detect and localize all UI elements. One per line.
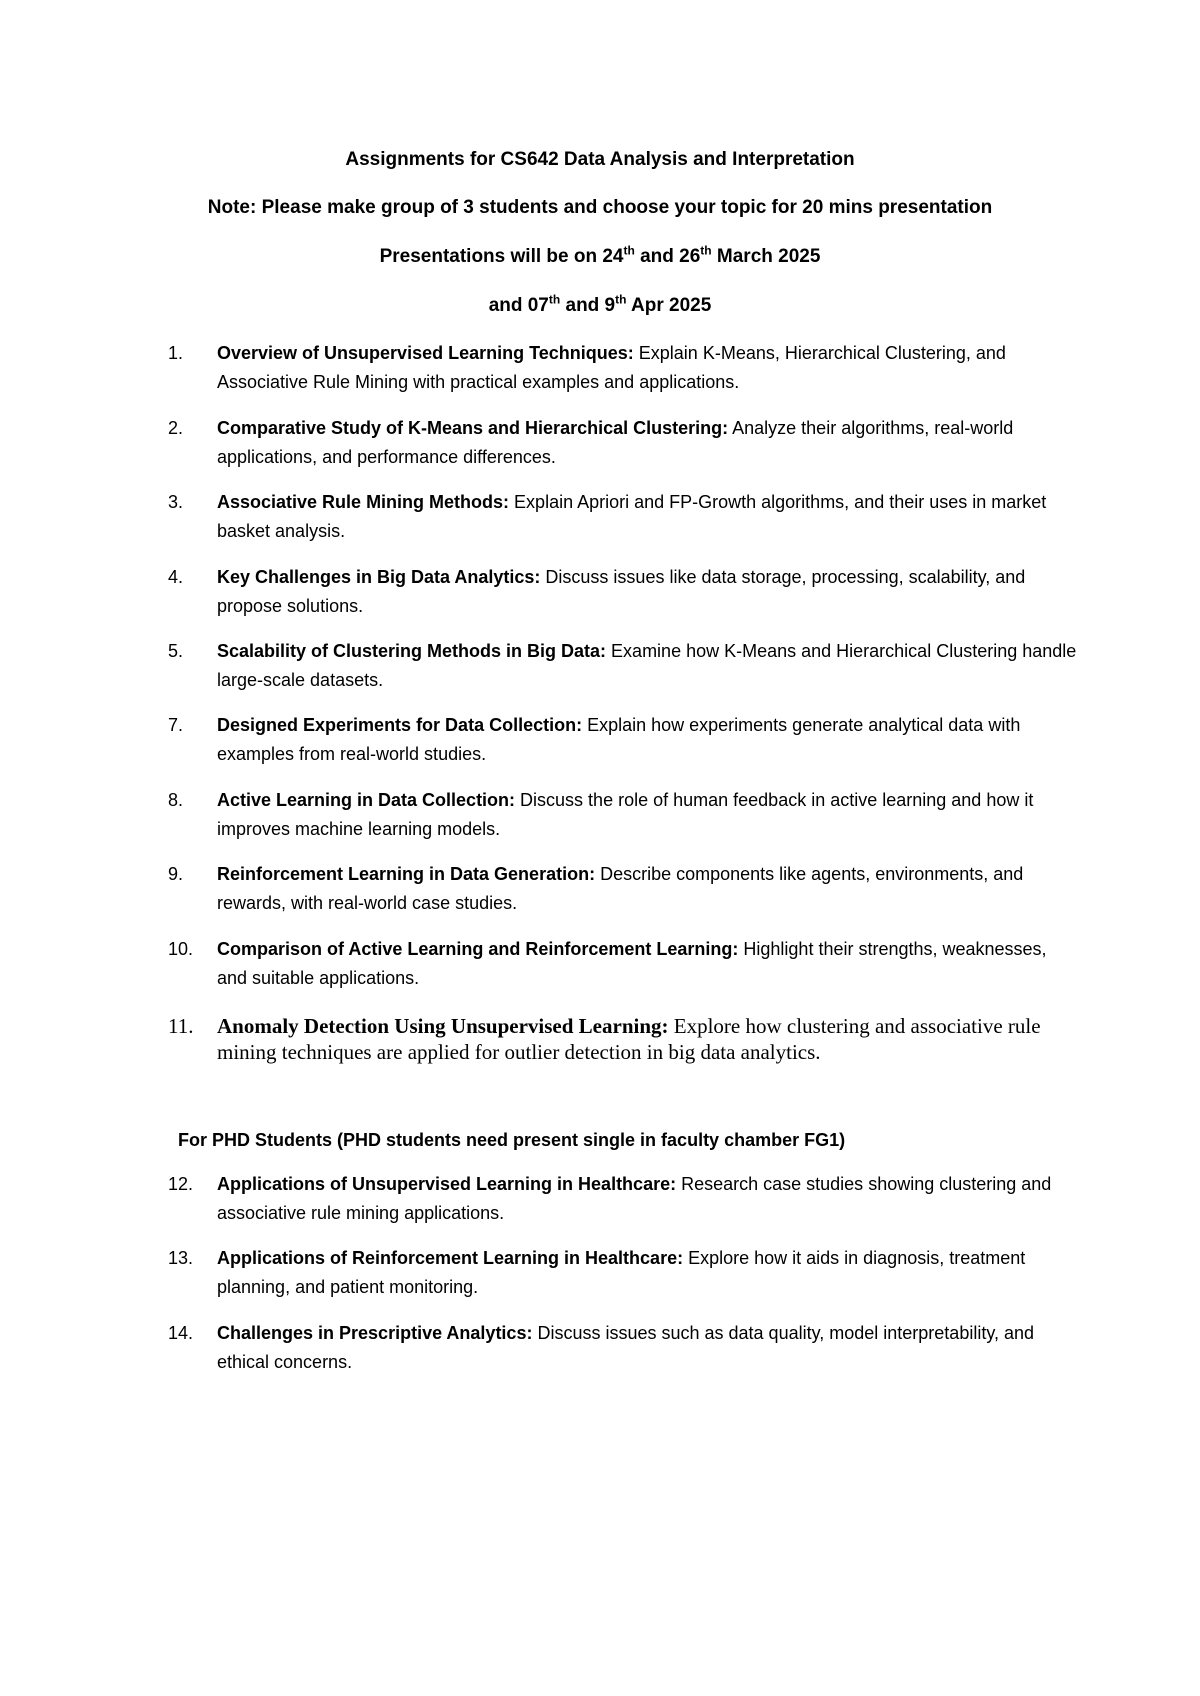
- item-description: Discuss issues like data storage, processing, scalability, and propose solutions.: [217, 567, 1026, 616]
- item-description: Explore how clustering and associative rule mining techniques are applied for outlier detection in big data analytics.: [217, 1014, 1041, 1064]
- presentation-dates-line-2: and 07th and 9th Apr 2025: [488, 292, 712, 316]
- item-number: 5.: [168, 641, 184, 661]
- item-title: Applications of Reinforcement Learning in Healthcare:: [217, 1248, 684, 1268]
- item-title: Reinforcement Learning in Data Generation:: [217, 864, 596, 884]
- item-description: Examine how K-Means and Hierarchical Clustering handle large-scale datasets.: [217, 641, 1077, 690]
- item-number: 10.: [168, 939, 194, 959]
- phd-section-heading: For PHD Students (PHD students need present single in faculty chamber FG1): [178, 1130, 846, 1150]
- item-title: Key Challenges in Big Data Analytics:: [217, 567, 541, 587]
- item-number: 14.: [168, 1323, 194, 1343]
- item-number: 4.: [168, 567, 184, 587]
- item-number: 9.: [168, 864, 184, 884]
- item-number: 3.: [168, 492, 184, 512]
- item-title: Active Learning in Data Collection:: [217, 790, 516, 810]
- item-description: Explain Apriori and FP-Growth algorithms, and their uses in market basket analysis.: [217, 492, 1047, 541]
- item-description: Explain K-Means, Hierarchical Clustering, and Associative Rule Mining with practical examples and applications.: [217, 343, 1006, 392]
- item-title: Scalability of Clustering Methods in Big Data:: [217, 641, 607, 661]
- item-description: Explore how it aids in diagnosis, treatment planning, and patient monitoring.: [217, 1248, 1026, 1297]
- item-title: Comparative Study of K-Means and Hierarchical Clustering:: [217, 418, 729, 438]
- item-description: Analyze their algorithms, real-world applications, and performance differences.: [217, 418, 1014, 467]
- item-description: Explain how experiments generate analytical data with examples from real-world studies.: [217, 715, 1021, 764]
- presentation-dates-line-1: Presentations will be on 24th and 26th March 2025: [379, 243, 821, 267]
- item-title: Comparison of Active Learning and Reinforcement Learning:: [217, 939, 739, 959]
- item-description: Describe components like agents, environments, and rewards, with real-world case studies.: [217, 864, 1024, 913]
- item-number: 8.: [168, 790, 184, 810]
- item-description: Discuss issues such as data quality, model interpretability, and ethical concerns.: [217, 1323, 1035, 1372]
- item-title: Anomaly Detection Using Unsupervised Learning:: [217, 1014, 669, 1038]
- item-title: Applications of Unsupervised Learning in Healthcare:: [217, 1174, 677, 1194]
- item-title: Associative Rule Mining Methods:: [217, 492, 510, 512]
- document-title: Assignments for CS642 Data Analysis and Interpretation: [345, 149, 855, 170]
- item-number: 7.: [168, 715, 184, 735]
- item-description: Highlight their strengths, weaknesses, and suitable applications.: [217, 939, 1047, 988]
- item-number: 2.: [168, 418, 184, 438]
- item-number: 13.: [168, 1248, 194, 1268]
- item-number: 1.: [168, 343, 184, 363]
- item-title: Designed Experiments for Data Collection:: [217, 715, 583, 735]
- item-description: Research case studies showing clustering and associative rule mining applications.: [217, 1174, 1052, 1223]
- presentation-note: Note: Please make group of 3 students and choose your topic for 20 mins presentation: [207, 197, 993, 218]
- item-description: Discuss the role of human feedback in active learning and how it improves machine learning models.: [217, 790, 1034, 839]
- item-title: Overview of Unsupervised Learning Techniques:: [217, 343, 634, 363]
- item-number: 11.: [168, 1014, 194, 1038]
- item-number: 12.: [168, 1174, 194, 1194]
- item-title: Challenges in Prescriptive Analytics:: [217, 1323, 533, 1343]
